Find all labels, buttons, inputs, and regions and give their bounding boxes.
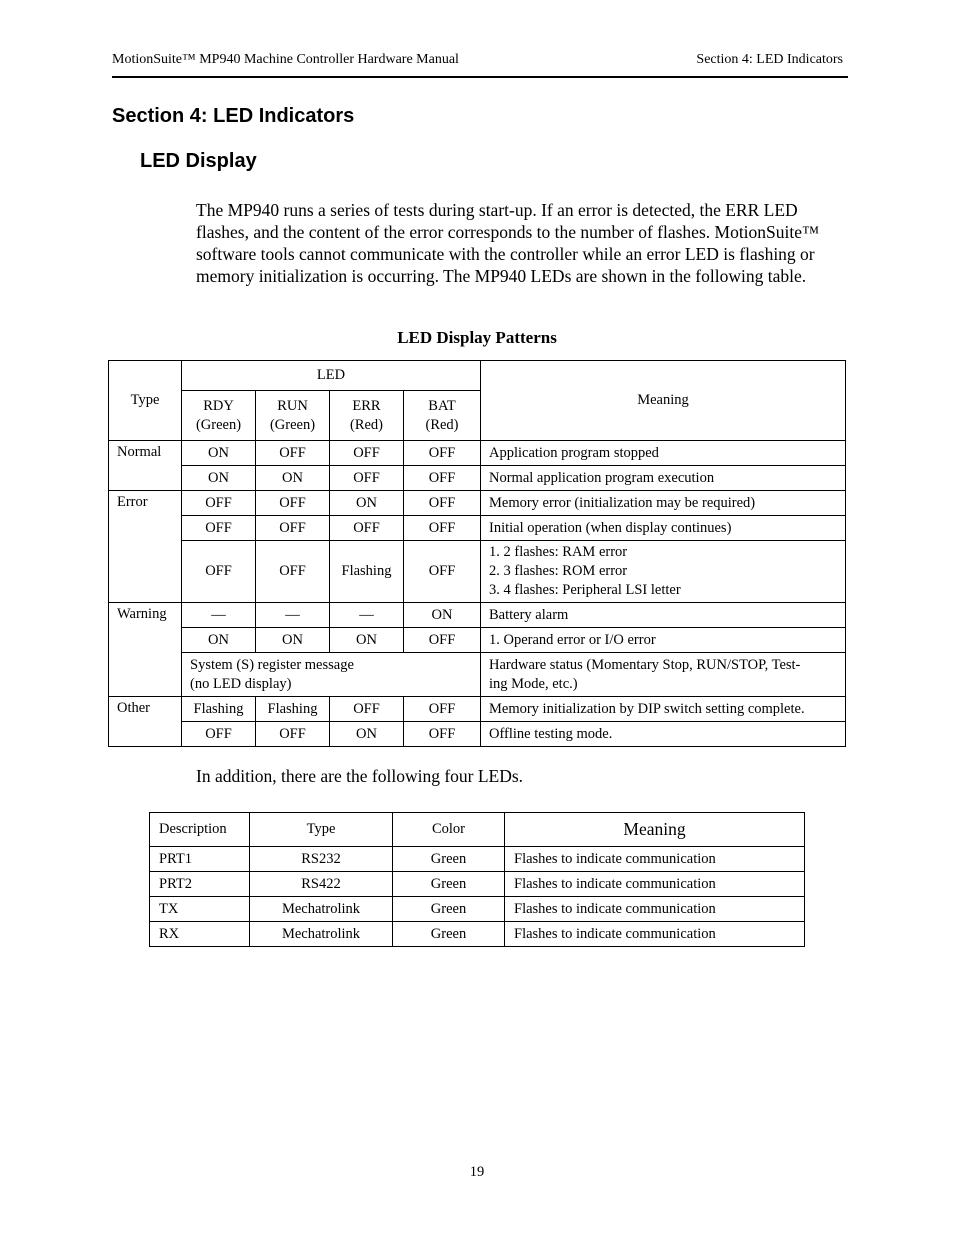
- cell-bat: ON: [404, 603, 481, 628]
- table-row: [109, 541, 846, 603]
- table-header-row: [109, 361, 846, 391]
- page-number: 19: [469, 1164, 485, 1180]
- cell-meaning: Memory initialization by DIP switch setting complete.: [481, 697, 846, 722]
- cell-bat: OFF: [404, 628, 481, 653]
- cell-rdy: —: [182, 603, 256, 628]
- cell-err: ON: [330, 491, 404, 516]
- cell-rdy: OFF: [182, 722, 256, 747]
- cell-run: ON: [256, 466, 330, 491]
- header-meaning: Meaning: [505, 813, 805, 847]
- table-row: [109, 697, 846, 722]
- table-row: [109, 491, 846, 516]
- cell-description: PRT1: [150, 847, 250, 872]
- cell-meaning: Flashes to indicate communication: [505, 872, 805, 897]
- header-type: Type: [109, 361, 182, 441]
- cell-type: RS422: [250, 872, 393, 897]
- subsection-title: LED Display: [140, 150, 257, 172]
- cell-err: OFF: [330, 697, 404, 722]
- cell-run: OFF: [256, 441, 330, 466]
- cell-run: Flashing: [256, 697, 330, 722]
- additional-leds-paragraph: In addition, there are the following four LEDs.: [196, 766, 524, 786]
- section-title: Section 4: LED Indicators: [112, 105, 355, 127]
- table-row: [150, 897, 805, 922]
- cell-type: Mechatrolink: [250, 897, 393, 922]
- cell-bat: OFF: [404, 697, 481, 722]
- cell-description: TX: [150, 897, 250, 922]
- cell-run: OFF: [256, 541, 330, 603]
- table-row: [150, 922, 805, 947]
- cell-err: OFF: [330, 441, 404, 466]
- cell-rdy: ON: [182, 466, 256, 491]
- cell-bat: OFF: [404, 541, 481, 603]
- flash-code-item: 2. 3 flashes: ROM error: [489, 563, 628, 579]
- header-bat: BAT (Red): [404, 391, 481, 441]
- cell-led-message: System (S) register message (no LED display): [182, 653, 481, 697]
- cell-bat: OFF: [404, 466, 481, 491]
- cell-meaning: Initial operation (when display continues): [481, 516, 846, 541]
- cell-type: RS232: [250, 847, 393, 872]
- cell-err: OFF: [330, 466, 404, 491]
- cell-err: —: [330, 603, 404, 628]
- cell-run: ON: [256, 628, 330, 653]
- cell-run: OFF: [256, 491, 330, 516]
- cell-rdy: OFF: [182, 516, 256, 541]
- cell-run: OFF: [256, 722, 330, 747]
- cell-err: OFF: [330, 516, 404, 541]
- group-normal: Normal: [109, 441, 182, 491]
- table-caption: LED Display Patterns: [397, 328, 557, 347]
- cell-rdy: ON: [182, 441, 256, 466]
- header-description: Description: [150, 813, 250, 847]
- header-err: ERR (Red): [330, 391, 404, 441]
- cell-color: Green: [393, 872, 505, 897]
- cell-color: Green: [393, 847, 505, 872]
- cell-meaning: Hardware status (Momentary Stop, RUN/STOP, Test- ing Mode, etc.): [481, 653, 846, 697]
- cell-bat: OFF: [404, 516, 481, 541]
- group-error: Error: [109, 491, 182, 603]
- header-color: Color: [393, 813, 505, 847]
- cell-run: OFF: [256, 516, 330, 541]
- table-row: [109, 516, 846, 541]
- flash-code-item: 3. 4 flashes: Peripheral LSI letter: [489, 582, 681, 598]
- cell-meaning: Memory error (initialization may be required): [481, 491, 846, 516]
- header-meaning: Meaning: [481, 361, 846, 441]
- table-row: [109, 441, 846, 466]
- table-row: [150, 847, 805, 872]
- header-run: RUN (Green): [256, 391, 330, 441]
- cell-meaning: Flashes to indicate communication: [505, 897, 805, 922]
- header-led: LED: [182, 361, 481, 391]
- cell-meaning: Battery alarm: [481, 603, 846, 628]
- cell-color: Green: [393, 922, 505, 947]
- cell-meaning: Offline testing mode.: [481, 722, 846, 747]
- cell-meaning: Flashes to indicate communication: [505, 922, 805, 947]
- table-row: [109, 653, 846, 697]
- cell-type: Mechatrolink: [250, 922, 393, 947]
- cell-rdy: OFF: [182, 491, 256, 516]
- table-row: [109, 628, 846, 653]
- cell-err: Flashing: [330, 541, 404, 603]
- additional-leds-table: [149, 812, 805, 947]
- cell-meaning: Normal application program execution: [481, 466, 846, 491]
- cell-rdy: OFF: [182, 541, 256, 603]
- cell-meaning: 1. Operand error or I/O error: [481, 628, 846, 653]
- cell-run: —: [256, 603, 330, 628]
- cell-meaning: Application program stopped: [481, 441, 846, 466]
- table-row: [109, 603, 846, 628]
- table-row: [109, 722, 846, 747]
- header-manual-title: MotionSuite™ MP940 Machine Controller Hardware Manual: [112, 52, 459, 67]
- cell-err: ON: [330, 628, 404, 653]
- cell-color: Green: [393, 897, 505, 922]
- cell-description: PRT2: [150, 872, 250, 897]
- cell-bat: OFF: [404, 441, 481, 466]
- flash-code-item: 1. 2 flashes: RAM error: [489, 544, 628, 560]
- cell-bat: OFF: [404, 491, 481, 516]
- table-row: [150, 872, 805, 897]
- group-warning: Warning: [109, 603, 182, 697]
- cell-description: RX: [150, 922, 250, 947]
- header-type: Type: [250, 813, 393, 847]
- cell-meaning: [481, 541, 846, 603]
- cell-rdy: Flashing: [182, 697, 256, 722]
- cell-meaning: Flashes to indicate communication: [505, 847, 805, 872]
- page-header: [112, 52, 848, 78]
- table-header-row: [150, 813, 805, 847]
- group-other: Other: [109, 697, 182, 747]
- cell-rdy: ON: [182, 628, 256, 653]
- header-rdy: RDY (Green): [182, 391, 256, 441]
- led-display-patterns-table: [108, 360, 846, 747]
- table-row: [109, 466, 846, 491]
- cell-bat: OFF: [404, 722, 481, 747]
- header-section-title: Section 4: LED Indicators: [696, 52, 843, 67]
- intro-paragraph: The MP940 runs a series of tests during start-up. If an error is detected, the ERR LED flashes, and the content of the error corresponds to the number of flashes. MotionSuite™ software tools cannot communicate with the controller while an error LED is flashing or memory initialization is occurring. The MP940 LEDs are shown in the following table.: [196, 200, 820, 286]
- cell-err: ON: [330, 722, 404, 747]
